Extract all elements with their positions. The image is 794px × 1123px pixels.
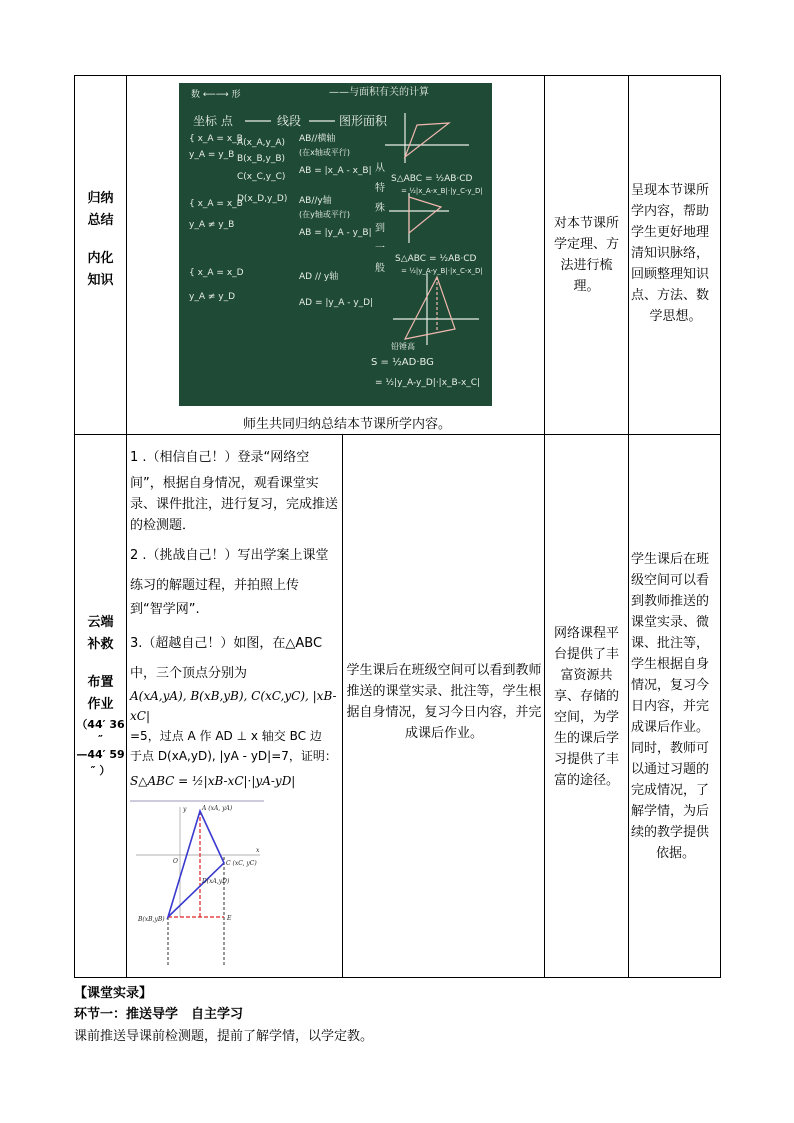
bb-c3-2: AB = |x_A - x_B|	[299, 166, 372, 176]
bb-f1: S△ABC = ½AB·CD	[391, 174, 473, 184]
row1-label-line: 总结	[87, 213, 114, 228]
bb-c1-1: y_A = y_B	[189, 150, 235, 160]
row2-intent-line: 成课后作业。	[631, 720, 710, 735]
row2-label-line: ″ ）	[90, 764, 111, 777]
section-step-heading: 环节一：推送导学 自主学习	[74, 1007, 244, 1022]
triangle-figure	[128, 797, 268, 967]
bb-chain-c: 图形面积	[339, 114, 388, 128]
row2-intent-line: 解学情，为后	[631, 804, 710, 819]
bb-chain-b: 线段	[277, 114, 302, 128]
row2-label-line: 补救	[87, 637, 114, 652]
hw2-line-a: 2 .（挑战自己！）写出学案上课堂	[130, 548, 329, 563]
bb-c3-5: AB = |y_A - y_B|	[299, 228, 372, 238]
row1-intent-line: 呈现本节课所	[631, 183, 710, 198]
bb-c1-8: { x_A = x_D	[189, 268, 244, 278]
bb-c1-9: y_A ≠ y_D	[189, 292, 236, 302]
bb-c3-0: AB//横轴	[299, 134, 336, 144]
row2-activity-line: 习提供了丰	[553, 752, 619, 767]
row2-activity-line: 富资源共	[560, 668, 613, 683]
bb-c1-0: { x_A = x_B	[189, 134, 243, 144]
row2-activity-line: 生的课后学	[553, 731, 619, 746]
svg-text:殊: 殊	[375, 203, 385, 214]
fig-label-o: O	[173, 858, 178, 865]
hw2-line-b: 练习的解题过程，并拍照上传 到“智学网”.	[130, 578, 313, 617]
svg-text:到: 到	[375, 223, 385, 234]
row2-intent-line: 学生课后在班	[631, 552, 710, 567]
hw1-line-a: 1 .（相信自己！）登录“网络空	[130, 450, 310, 465]
lesson-table	[74, 75, 721, 978]
fig-label-c: C (xC, yC)	[226, 860, 257, 867]
row2-label-line: 云端	[87, 615, 114, 630]
row1-intent-line: 学内容，帮助	[631, 204, 710, 219]
homework-list	[130, 443, 340, 796]
row1-label-line: 知识	[87, 273, 114, 288]
section-step-body: 课前推送导课前检测题，提前了解学情，以学定教。	[74, 1029, 374, 1044]
bb-f3b: = ½|y_A-y_D|·|x_B-x_C|	[375, 378, 481, 388]
row2-activity	[545, 623, 628, 791]
row2-label-line: （44′ 36	[76, 718, 125, 731]
row2-intent	[631, 549, 720, 864]
svg-text:特: 特	[375, 183, 385, 194]
row1-label-line: 内化	[87, 251, 114, 266]
row1-activity-line: 理。	[573, 279, 600, 294]
svg-text:从: 从	[375, 163, 385, 174]
hw3-line-e: 于点 D(xA,yD), |yA - yD|=7，证明：	[130, 749, 337, 763]
row1-stage-label	[75, 175, 126, 305]
blackboard-photo	[179, 83, 492, 406]
hw3-formula: S△ABC = ½|xB-xC|·|yA-yD|	[130, 774, 296, 788]
row1-intent-line: 清知识脉络，	[631, 246, 710, 261]
bb-c2-1: B(x_B,y_B)	[237, 154, 286, 164]
row2-label-line: —44′ 59	[76, 748, 125, 761]
row2-activity-line: 富的途径。	[553, 773, 619, 788]
hw3-line-d: =5，过点 A 作 AD ⊥ x 轴交 BC 边	[130, 729, 322, 743]
row1-intent-line: 学思想。	[649, 309, 702, 324]
row2-intent-line: 日内容，并完	[631, 699, 710, 714]
bb-label: 铅锤高	[391, 342, 415, 351]
bb-title: ——与面积有关的计算	[329, 87, 429, 98]
blackboard-caption: 师生共同归纳总结本节课所学内容。	[242, 417, 451, 432]
bb-c2-0: A(x_A,y_A)	[237, 138, 286, 148]
bb-c3-6: AD // y轴	[299, 272, 339, 282]
row2-activity-line: 空间，为学	[553, 710, 619, 725]
hw3-line-c: A(xA,yA), B(xB,yB), C(xC,yC), |xB-xC|	[130, 689, 337, 723]
row1-activity-line: 学定理、方	[553, 237, 619, 252]
bb-chain-a: 坐标 点	[193, 114, 233, 128]
row2-intent-line: 课、批注等，	[631, 636, 710, 651]
row1-intent-line: 点、方法、数	[631, 288, 710, 303]
fig-label-d: D(xA,yD)	[202, 878, 230, 885]
section-record-heading: 【课堂实录】	[74, 986, 153, 1001]
row2-teacher-text: 学生课后在班级空间可以看到教师推送的课堂实录、批注等，学生根据自身情况，复习今日内容，并完成课后作业。	[346, 663, 542, 741]
fig-label-y: y	[183, 806, 187, 813]
row1-intent-line: 回顾整理知识	[631, 267, 710, 282]
bb-f1b: = ½|x_A-x_B|·|y_C-y_D|	[401, 187, 483, 195]
row2-label-line: 布置	[87, 675, 114, 690]
row2-intent-line: 学生根据自身	[631, 657, 710, 672]
row2-intent-line: 续的教学提供	[631, 825, 710, 840]
bb-c2-2: C(x_C,y_C)	[237, 172, 286, 182]
bb-c1-6: y_A ≠ y_B	[189, 220, 235, 230]
bb-c2-3: D(x_D,y_D)	[237, 194, 288, 204]
row1-label-line: 归纳	[87, 191, 114, 206]
bb-c1-5: { x_A = x_B	[189, 199, 243, 209]
fig-label-x: x	[256, 847, 260, 854]
bb-f2: S△ABC = ½AB·CD	[395, 254, 477, 264]
hw3-line-b: 中，三个顶点分别为	[130, 666, 248, 681]
bb-f2b: = ½|y_A-y_B|·|x_C-x_D|	[401, 267, 483, 275]
bb-c3-4: (在y轴或平行)	[299, 210, 350, 219]
row1-activity-line: 法进行梳	[560, 258, 613, 273]
svg-text:般: 般	[375, 263, 385, 274]
row2-activity-line: 享、存储的	[553, 689, 619, 704]
fig-label-b: B(xB,yB)	[138, 916, 165, 923]
row1-activity-line: 对本节课所	[553, 216, 619, 231]
bb-f3: S = ½AD·BG	[371, 357, 434, 368]
row2-intent-line: 以通过习题的	[631, 762, 710, 777]
row1-intent	[631, 180, 720, 327]
fig-label-a: A (xA, yA)	[202, 805, 233, 812]
row2-label-line: 作业	[87, 697, 114, 712]
svg-text:一: 一	[375, 243, 385, 254]
row2-intent-line: 到教师推送的	[631, 594, 710, 609]
row2-activity-line: 台提供了丰	[553, 647, 619, 662]
row1-intent-line: 学生更好地理	[631, 225, 710, 240]
row2-stage-label	[75, 580, 126, 810]
row2-intent-line: 同时，教师可	[631, 741, 710, 756]
row2-label-line: ″	[98, 733, 103, 746]
bb-c3-1: (在x轴或平行)	[299, 148, 350, 157]
row2-intent-line: 依据。	[655, 846, 695, 861]
row2-intent-line: 完成情况，了	[631, 783, 710, 798]
bb-shu-xing: 数 ⟵⟶ 形	[191, 90, 241, 100]
row1-activity	[545, 215, 628, 295]
hw1-line-b: 间”，根据自身情况，观看课堂实录、课件批注，进行复习，完成推送的检测题．	[130, 476, 339, 533]
row2-intent-line: 情况，复习今	[631, 678, 710, 693]
row2-intent-line: 课堂实录、微	[631, 615, 710, 630]
bb-c3-7: AD = |y_A - y_D|	[299, 298, 374, 308]
hw3-line-a: 3.（超越自己！）如图，在△ABC	[130, 636, 323, 651]
row2-activity-line: 网络课程平	[553, 626, 619, 641]
bb-c3-3: AB//y轴	[299, 196, 332, 206]
fig-label-e: E	[227, 915, 232, 922]
row2-intent-line: 级空间可以看	[631, 573, 710, 588]
